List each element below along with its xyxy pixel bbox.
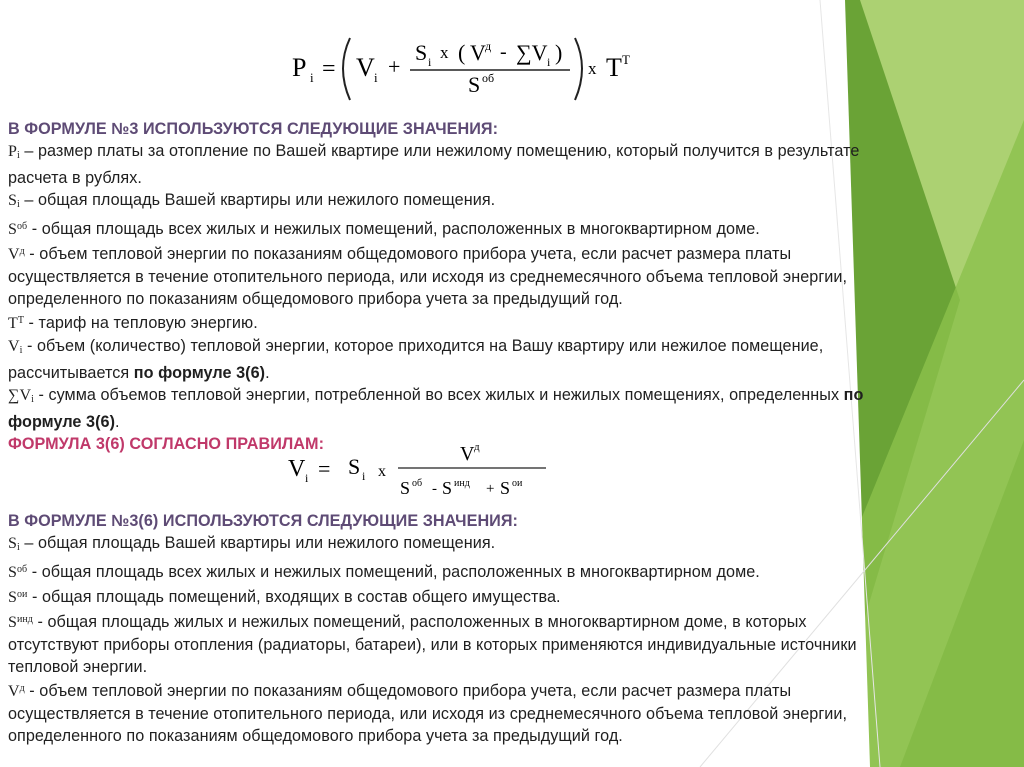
def2-sind-cont2: тепловой энергии.: [8, 658, 148, 676]
formula-vi-lhs-sub: i: [305, 471, 309, 485]
formula-num-minus: -: [500, 41, 507, 63]
formula-num-s: S: [415, 40, 428, 65]
def2-vd-cont: осуществляется в течение отопительного периода, или исходя из среднемесячного объема тепловой энергии,: [8, 705, 848, 723]
heading-formula-3-6: В ФОРМУЛЕ №3(6) ИСПОЛЬЗУЮТСЯ СЛЕДУЮЩИЕ ЗНАЧЕНИЯ:: [8, 512, 518, 530]
def-vd-cont2: определенного по показаниям общедомового прибора учета за предыдущий год.: [8, 290, 623, 308]
formula-num-s-sub: i: [428, 55, 432, 69]
formula-num-sum-sub: i: [547, 55, 551, 69]
link-formula-3-6: по формуле 3(6): [133, 364, 266, 382]
heading-formula-3-6-rules: ФОРМУЛА 3(6) СОГЛАСНО ПРАВИЛАМ:: [8, 435, 325, 453]
formula-vi-den-minus: -: [432, 481, 437, 497]
formula-den-s-sup: об: [482, 71, 495, 85]
formula-vi-den1: S: [400, 478, 411, 498]
formula-vi-s-sub: i: [362, 469, 366, 483]
def-sum-cont: формуле 3(6).: [8, 413, 120, 431]
svg-text:(: (: [458, 40, 466, 65]
formula-payment: [270, 28, 710, 108]
def-vd: $V^д$ - объем тепловой энергии по показаниям общедомового прибора учета, если расчет размера платы: [8, 245, 792, 263]
formula-vi-lhs: V: [288, 456, 306, 482]
formula-vi-den3: S: [500, 478, 511, 498]
def-pi: $P_i$ – размер платы за отопление по Вашей квартире или нежилому помещению, который получится в результате: [8, 142, 860, 161]
formula-vi-s: S: [348, 454, 361, 479]
formula-vi-den2-sup: инд: [454, 478, 470, 489]
formula-pi-v: V: [356, 53, 375, 82]
paren-left: [343, 38, 350, 100]
formula-vi-den2: S: [442, 478, 453, 498]
svg-text:): ): [555, 40, 563, 65]
formula-pi-v-sub: i: [374, 70, 378, 85]
formula-vi-den-plus: +: [486, 481, 495, 497]
heading-formula-3: В ФОРМУЛЕ №3 ИСПОЛЬЗУЮТСЯ СЛЕДУЮЩИЕ ЗНАЧЕНИЯ:: [8, 120, 499, 138]
formula-vi-den1-sup: об: [412, 478, 423, 489]
def-vi-cont: рассчитывается по формуле 3(6).: [8, 364, 270, 382]
def2-si: $S_i$ – общая площадь Вашей квартиры или нежилого помещения.: [8, 534, 496, 553]
def-vi: $V_i$ - объем (количество) тепловой энергии, которое приходится на Вашу квартиру или нежилое помещение,: [8, 337, 824, 356]
def-pi-cont: расчета в рублях.: [8, 169, 142, 187]
formula-pi-plus: +: [388, 54, 401, 79]
formula-vi-den3-sup: ои: [512, 478, 523, 489]
def-sum: $\sum V_i$ - сумма объемов тепловой энергии, потребленной во всех жилых и нежилых помещениях, определенных по: [8, 386, 864, 405]
definitions-block-1: [8, 118, 998, 455]
def2-vd-cont2: определенного по показаниям общедомового прибора учета за предыдущий год.: [8, 727, 623, 745]
def2-soi: $S^{ои}$ - общая площадь помещений, входящих в состав общего имущества.: [8, 588, 561, 606]
formula-pi-t: T: [606, 53, 622, 82]
formula-pi-lhs: P: [292, 53, 307, 82]
def-sob: $S^{об}$ - общая площадь всех жилых и нежилых помещений, расположенных в многоквартирном доме.: [8, 220, 760, 238]
formula-vi-times: x: [378, 463, 386, 480]
formula-vi-num: V: [460, 443, 475, 465]
def2-sind: $S^{инд}$ - общая площадь жилых и нежилых помещений, расположенных в многоквартирном доме, в которых: [8, 613, 807, 631]
formula-vi-eq: =: [318, 456, 331, 481]
definitions-block-2: [8, 510, 998, 747]
formula-pi-lhs-sub: i: [310, 70, 314, 85]
def2-vd: $V^д$ - объем тепловой энергии по показаниям общедомового прибора учета, если расчет размера платы: [8, 682, 792, 700]
def2-sind-cont: отсутствуют приборы отопления (радиаторы, батареи), или в которых применяются индивидуальные источники: [8, 636, 857, 654]
formula-num-times: x: [440, 43, 449, 62]
formula-pi-t-sup: T: [622, 52, 630, 67]
def-tt: $T^T$ - тариф на тепловую энергию.: [8, 314, 258, 332]
def-vd-cont: осуществляется в течение отопительного периода, или исходя из среднемесячного объема тепловой энергии,: [8, 268, 848, 286]
formula-num-v-sup: д: [485, 39, 492, 53]
formula-pi-eq: =: [322, 56, 336, 82]
def2-sob: $S^{об}$ - общая площадь всех жилых и нежилых помещений, расположенных в многоквартирном доме.: [8, 563, 760, 581]
formula-den-s: S: [468, 72, 481, 97]
formula-vi-num-sup: д: [474, 441, 480, 453]
formula-num-sum: ∑V: [516, 40, 548, 65]
formula-volume: [280, 436, 580, 506]
formula-num-v: V: [470, 40, 486, 65]
formula-pi-times: x: [588, 59, 597, 78]
paren-right: [575, 38, 582, 100]
def-si: $S_i$ – общая площадь Вашей квартиры или нежилого помещения.: [8, 191, 496, 210]
